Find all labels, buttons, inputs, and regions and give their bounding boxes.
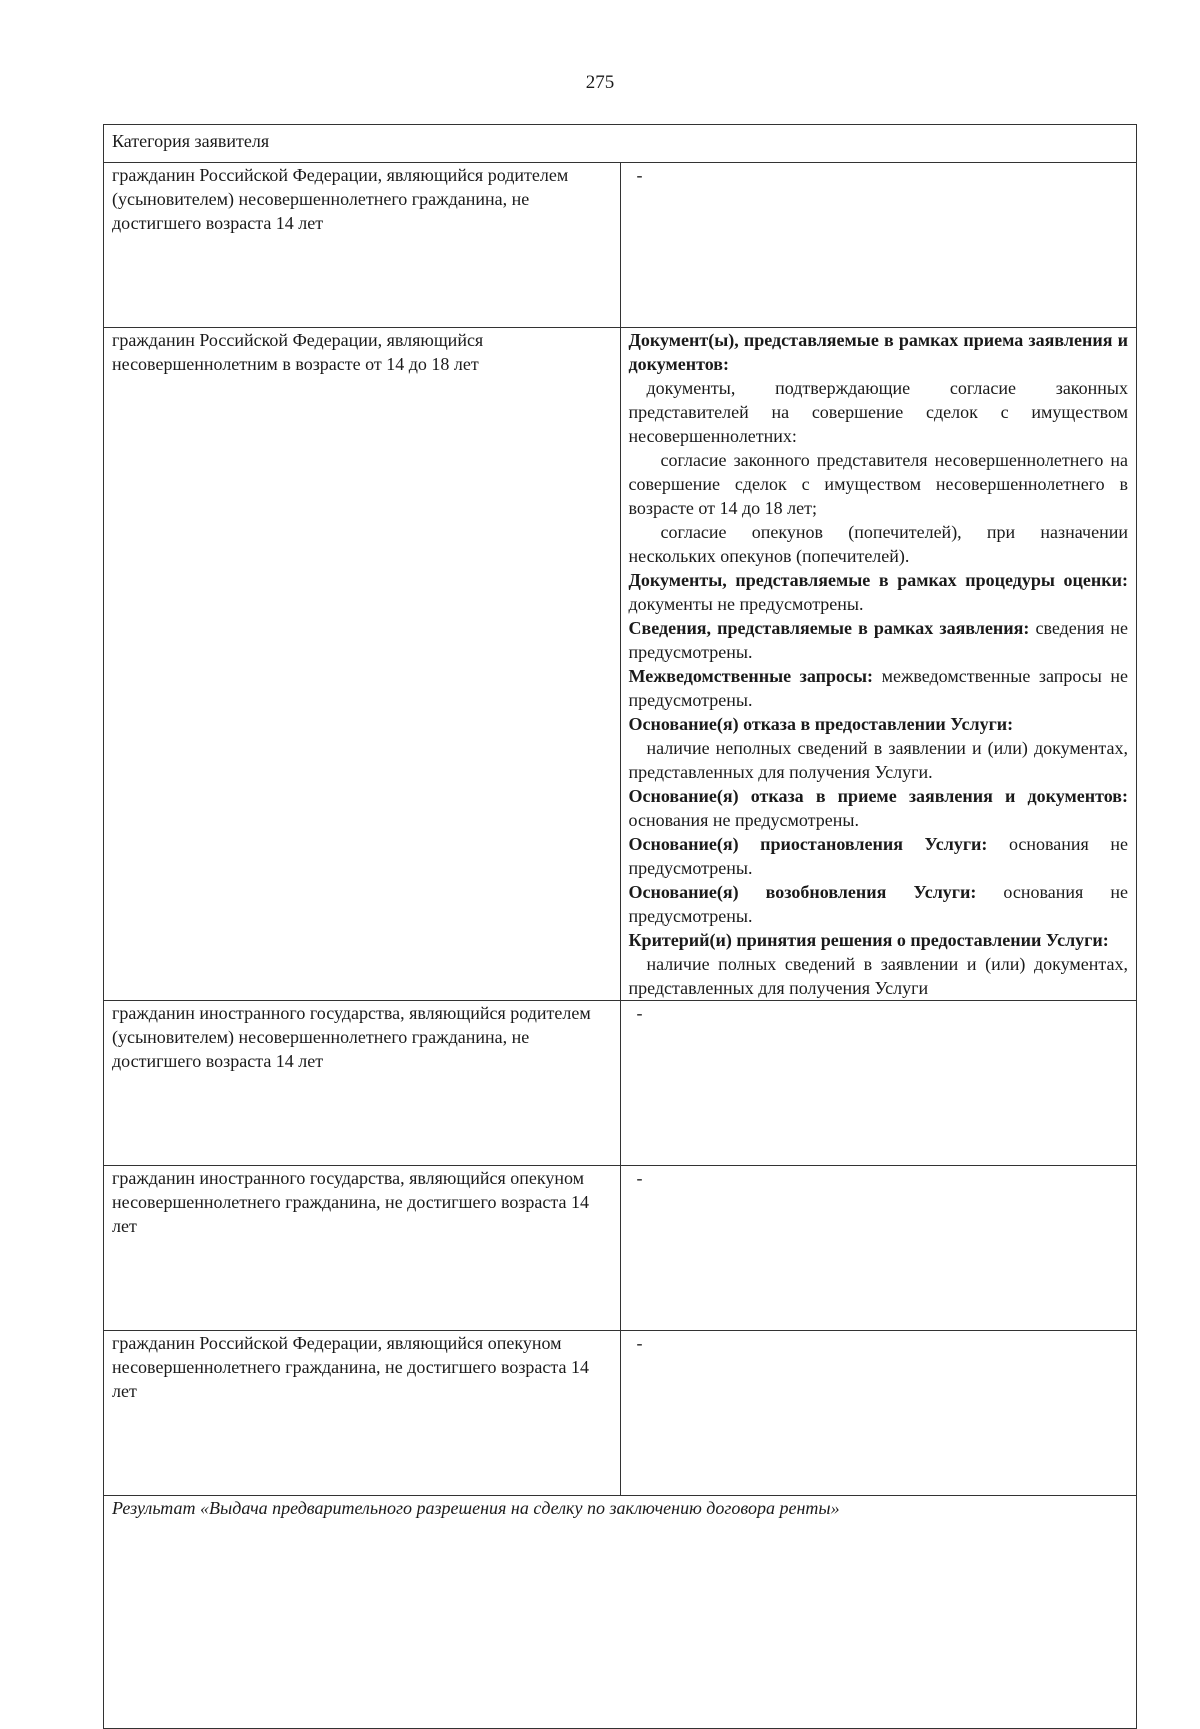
category-cell: гражданин Российской Федерации, являющийся родителем (усыновителем) несовершеннолетнего гражданина, не достигшего возраста 14 лет (104, 163, 621, 328)
table-row (104, 1001, 1137, 1166)
table-row (104, 328, 1137, 1001)
info-text: сведения не предусмотрены. (628, 618, 1129, 662)
result-title: Результат «Выдача предварительного разрешения на сделку по заключению договора ренты» (104, 1496, 1137, 1729)
table-row (104, 163, 1137, 328)
dash-placeholder: - (636, 1003, 643, 1023)
content-cell (620, 1001, 1137, 1166)
refuse-text: наличие неполных сведений в заявлении и (или) документах, представленных для получения Услуги. (628, 738, 1128, 782)
eval-text: документы не предусмотрены. (628, 594, 864, 614)
page-number: 275 (585, 72, 615, 93)
docs-text: документы, подтверждающие согласие законных представителей на совершение сделок с имуществом несовершеннолетних: (628, 378, 1128, 446)
info-label: Сведения, представляемые в рамках заявления: (628, 618, 1030, 638)
table-row (104, 1331, 1137, 1496)
applicant-category-table (103, 124, 1137, 1729)
suspend-text: основания не предусмотрены. (628, 834, 1128, 878)
docs-item: согласие законного представителя несовершеннолетнего на совершение сделок с имуществом несовершеннолетнего в возрасте от 14 до 18 лет; (628, 450, 1128, 518)
category-cell: гражданин иностранного государства, являющийся родителем (усыновителем) несовершеннолетнего гражданина, не достигшего возраста 14 лет (104, 1001, 621, 1166)
dash-placeholder: - (636, 1168, 643, 1188)
dash-placeholder: - (636, 165, 643, 185)
resume-label: Основание(я) возобновления Услуги: (628, 882, 977, 902)
criteria-label: Критерий(и) принятия решения о предоставлении Услуги: (628, 930, 1109, 950)
refuse-label: Основание(я) отказа в предоставлении Услуги: (628, 714, 1014, 734)
reject-label: Основание(я) отказа в приеме заявления и документов: (628, 786, 1128, 806)
docs-label: Документ(ы), представляемые в рамках приема заявления и документов: (628, 330, 1128, 374)
criteria-text: наличие полных сведений в заявлении и (или) документах, представленных для получения Услуги (628, 954, 1128, 998)
content-cell (620, 163, 1137, 328)
dash-placeholder: - (636, 1333, 643, 1353)
reject-text: основания не предусмотрены. (628, 810, 859, 830)
resume-text: основания не предусмотрены. (628, 882, 1128, 926)
result-row (104, 1496, 1137, 1729)
inter-text: межведомственные запросы не предусмотрены. (628, 666, 1128, 710)
table-header-row (104, 125, 1137, 163)
content-cell (620, 328, 1137, 1001)
category-cell: гражданин Российской Федерации, являющийся несовершеннолетним в возрасте от 14 до 18 лет (104, 328, 621, 1001)
docs-item: согласие опекунов (попечителей), при назначении нескольких опекунов (попечителей). (628, 522, 1128, 566)
category-cell: гражданин иностранного государства, являющийся опекуном несовершеннолетнего гражданина, не достигшего возраста 14 лет (104, 1166, 621, 1331)
suspend-label: Основание(я) приостановления Услуги: (628, 834, 988, 854)
table-header: Категория заявителя (104, 125, 1137, 163)
table-row (104, 1166, 1137, 1331)
category-cell: гражданин Российской Федерации, являющийся опекуном несовершеннолетнего гражданина, не достигшего возраста 14 лет (104, 1331, 621, 1496)
content-cell (620, 1331, 1137, 1496)
content-cell (620, 1166, 1137, 1331)
eval-label: Документы, представляемые в рамках процедуры оценки: (628, 570, 1128, 590)
inter-label: Межведомственные запросы: (628, 666, 874, 686)
